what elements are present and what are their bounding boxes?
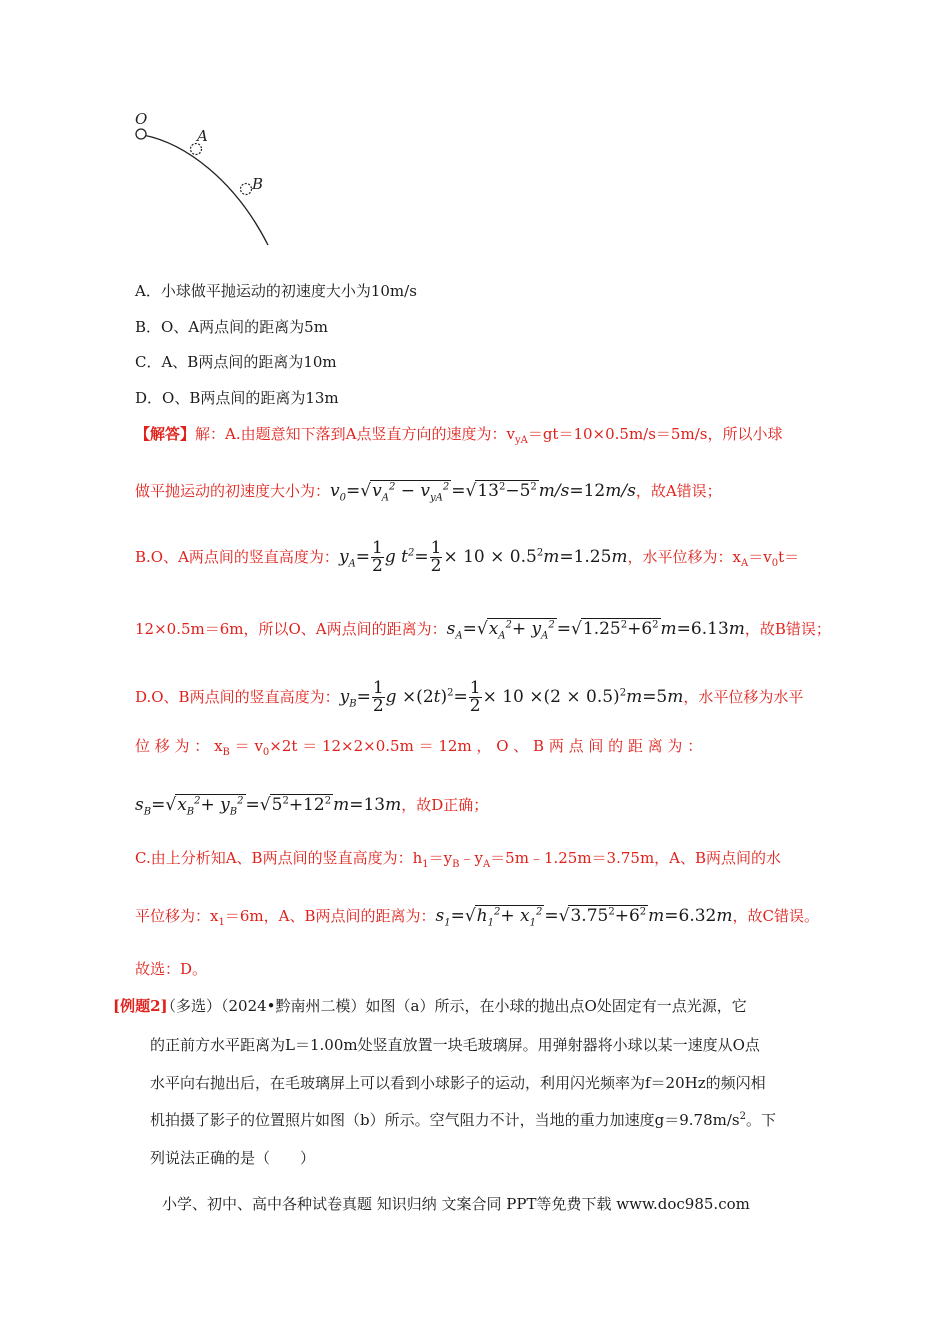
example-line-4: 机拍摄了影子的位置照片如图（b）所示。空气阻力不计，当地的重力加速度$g=9.78m/s^2$。下 (150, 1111, 776, 1129)
formula-v0: $v_0=√v_A^2 - v_{yA}^2 =√13^2-5^2$ m/s=12m/s (330, 481, 636, 504)
solution-line-6: 位 移 为 ： $x_B = v_0\times 2t = 12\times 2\times 0.5m = 12m$ ， O 、 B 两 点 间 的 距 离 为 ： (135, 737, 703, 758)
point-b-marker (241, 184, 252, 195)
solution-line-7: $s_B=√x_B^2+ y_B^2 =√5^2+12^2$ m=13m，故D正确； (135, 795, 489, 818)
label-b: B (252, 175, 264, 193)
solution-line-9: 平位移为：$x_1=6m$，A、B两点间的距离为：$s_1=√h_1^2+ x_1^2 =√3.75^2+6^2$ m=6.32m，故C错误。 (135, 906, 819, 929)
solution-line-3: B.O、A两点间的竖直高度为：$y_A=$ $\frac{1}{2}$ g $t^2=$ $\frac{1}{2}$ × $10 \times 0.5^2m=1.25m$，水平位移为：$x_A=v_0t=$ (135, 538, 800, 576)
solution-line-2: 做平抛运动的初速度大小为：$v_0=√v_A^2 - v_{yA}^2 =√13^2-5^2$ m/s=12m/s，故A错误； (135, 481, 722, 504)
option-d: D．O、B两点间的距离为13m (135, 389, 339, 407)
formula-s1: $s_1=√h_1^2+ x_1^2 =√3.75^2+6^2$ m=6.32m (435, 906, 733, 929)
solution-line-5: D.O、B两点间的竖直高度为：$y_B=$ $\frac{1}{2}$ $g \times(2t)^2=$ $\frac{1}{2}$ × $10 \times(2 \times 0.5)^2m=5m$，水平位移为水平 (135, 678, 804, 716)
page-footer: 小学、初中、高中各种试卷真题 知识归纳 文案合同 PPT等免费下载 www.doc985.com (162, 1195, 750, 1213)
trajectory-figure (125, 105, 285, 255)
example-label: [例题2] (113, 997, 168, 1015)
example-line-3: 水平向右抛出后，在毛玻璃屏上可以看到小球影子的运动，利用闪光频率为f＝20Hz的频闪相 (150, 1074, 766, 1092)
solution-line-4: 12×0.5m＝6m，所以O、A两点间的距离为：$s_A=√x_A^2+ y_A^2 =√1.25^2+6^2$ m=6.13m，故B错误； (135, 619, 831, 642)
point-o-marker (136, 129, 146, 139)
example-line-2: 的正前方水平距离为L＝1.00m处竖直放置一块毛玻璃屏。用弹射器将小球以某一速度从O点 (150, 1036, 760, 1054)
option-a: A．小球做平抛运动的初速度大小为10m/s (135, 282, 417, 300)
solution-line-1: 【解答】解：A.由题意知下落到A点竖直方向的速度为：$v_{yA}=gt=10\times 0.5m/s=5m/s$，所以小球 (135, 425, 783, 446)
label-a: A (197, 127, 208, 145)
formula-sb: $s_B=√x_B^2+ y_B^2 =√5^2+12^2$ m=13m (135, 795, 402, 818)
option-c: C．A、B两点间的距离为10m (135, 353, 337, 371)
example-line-1: （多选）（2024•黔南州二模）如图（a）所示，在小球的抛出点O处固定有一点光源，它 (161, 997, 747, 1015)
solution-conclusion: 故选：D。 (135, 960, 208, 978)
formula-ya: $y_A=$ $\frac{1}{2}$ g $t^2=$ $\frac{1}{2}$ × $10 \times 0.5^2m=1.25m$ (338, 538, 628, 576)
formula-sa: $s_A=√x_A^2+ y_A^2 =√1.25^2+6^2$ m=6.13m (446, 619, 745, 642)
option-b: B．O、A两点间的距离为5m (135, 318, 328, 336)
point-a-marker (191, 144, 202, 155)
example-line-5: 列说法正确的是（ ） (150, 1149, 316, 1167)
label-o: O (135, 110, 148, 128)
solution-tag: 【解答】 (135, 425, 196, 443)
formula-yb: $y_B=$ $\frac{1}{2}$ $g \times(2t)^2=$ $\frac{1}{2}$ × $10 \times(2 \times 0.5)^2m=5m$ (339, 678, 684, 716)
solution-line-8: C.由上分析知A、B两点间的竖直高度为：$h_1=y_B﹣y_A=5m﹣1.25m=3.75m$，A、B两点间的水 (135, 849, 782, 870)
